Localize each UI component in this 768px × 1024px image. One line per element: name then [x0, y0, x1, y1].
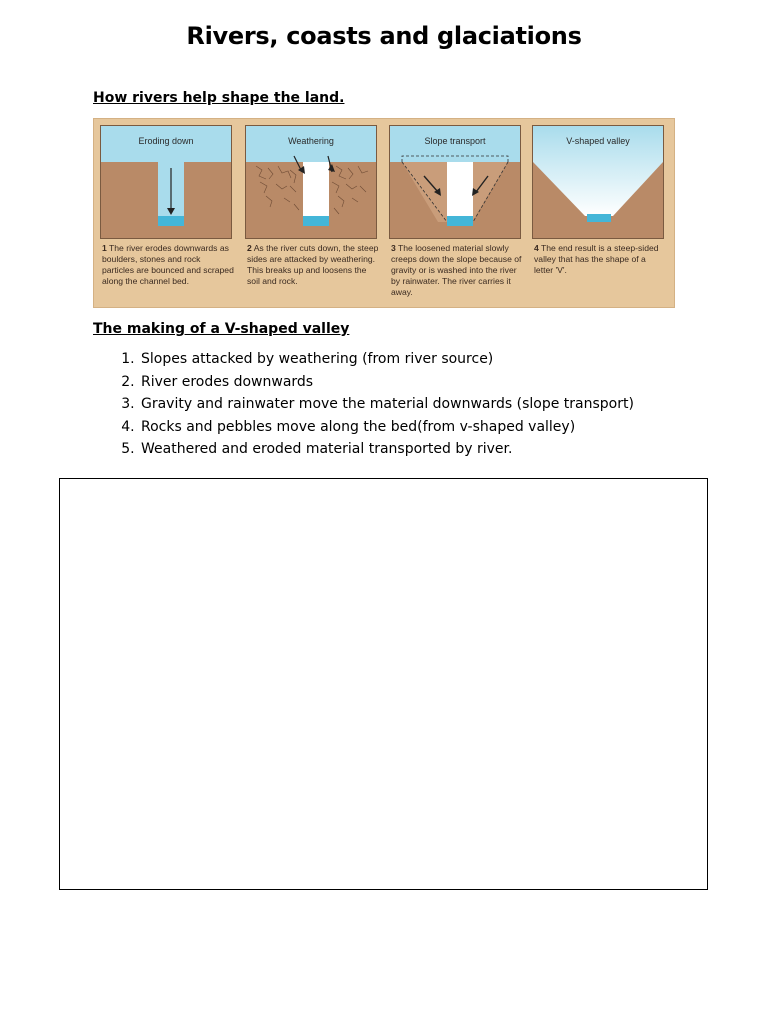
- caption-number: 3: [391, 243, 396, 253]
- steps-list: [113, 348, 634, 461]
- caption-text: As the river cuts down, the steep sides are attacked by weathering. This breaks up and loosens the soil and rock.: [247, 243, 379, 286]
- caption-text: The loosened material slowly creeps down the slope because of gravity or is washed into the river by rainwater. The river carries it away.: [391, 243, 522, 297]
- panel-eroding-down: [100, 125, 232, 239]
- panel-caption-4: [534, 243, 666, 276]
- panel-slope-transport: [389, 125, 521, 239]
- river-water: [303, 216, 329, 226]
- panel-caption-1: [102, 243, 234, 287]
- river-water: [587, 214, 611, 222]
- panel-v-shaped-valley: [532, 125, 664, 239]
- list-item: 3. Gravity and rainwater move the material downwards (slope transport): [139, 393, 634, 416]
- section-heading-v-valley: The making of a V-shaped valley: [93, 321, 350, 337]
- page-title: Rivers, coasts and glaciations: [186, 22, 582, 50]
- caption-number: 2: [247, 243, 252, 253]
- list-item: 2. River erodes downwards: [139, 371, 634, 394]
- caption-number: 4: [534, 243, 539, 253]
- panel-label: Weathering: [288, 136, 334, 146]
- panel-caption-2: [247, 243, 379, 287]
- list-item: 1. Slopes attacked by weathering (from river source): [139, 348, 634, 371]
- panel-label: Slope transport: [424, 136, 486, 146]
- caption-number: 1: [102, 243, 107, 253]
- answer-box[interactable]: [59, 478, 708, 890]
- panel-label: V-shaped valley: [566, 136, 630, 146]
- list-item: 4. Rocks and pebbles move along the bed(from v-shaped valley): [139, 416, 634, 439]
- river-water: [447, 216, 473, 226]
- caption-text: The end result is a steep-sided valley that has the shape of a letter 'V'.: [534, 243, 659, 275]
- caption-text: The river erodes downwards as boulders, stones and rock particles are bounced and scraped along the channel bed.: [102, 243, 234, 286]
- list-item: 5. Weathered and eroded material transported by river.: [139, 438, 634, 461]
- river-water: [158, 216, 184, 226]
- panel-weathering: [245, 125, 377, 239]
- panel-caption-3: [391, 243, 523, 298]
- panel-label: Eroding down: [138, 136, 194, 146]
- section-heading-rivers: How rivers help shape the land.: [93, 90, 345, 106]
- river-process-figure: [93, 118, 675, 308]
